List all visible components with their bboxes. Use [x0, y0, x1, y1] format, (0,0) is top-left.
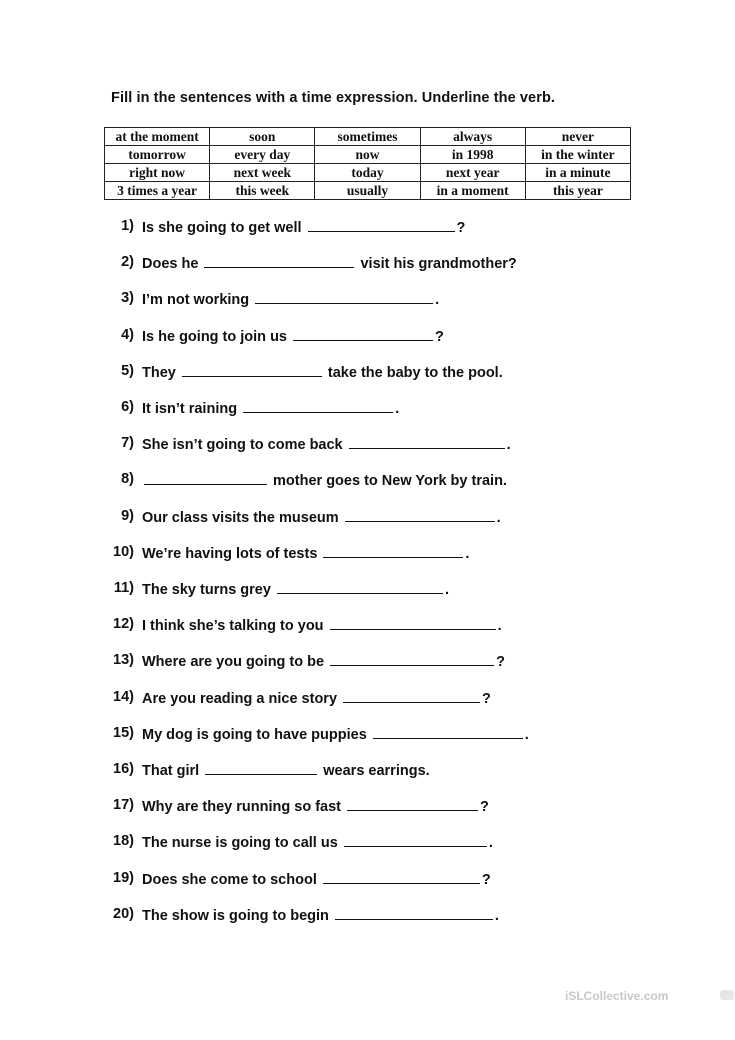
- item-number: 18): [113, 833, 134, 850]
- table-row: [105, 182, 631, 200]
- exercise-item: [0, 363, 735, 383]
- item-number: 6): [121, 399, 134, 415]
- sentence: [142, 435, 511, 453]
- sentence-start: Where are you going to be: [142, 654, 325, 671]
- time-expression-cell: this year: [525, 182, 630, 200]
- time-expression-cell: next week: [210, 164, 315, 182]
- answer-blank[interactable]: [205, 761, 317, 775]
- time-expression-cell: always: [420, 128, 525, 146]
- sentence-end: ?: [496, 654, 505, 671]
- sentence-start: Does he: [142, 256, 199, 273]
- time-expression-cell: never: [525, 128, 630, 146]
- answer-blank[interactable]: [277, 580, 443, 594]
- exercise-item: [0, 290, 735, 310]
- exercise-item: [0, 761, 735, 781]
- sentence-start: I think she’s talking to you: [142, 618, 324, 635]
- exercise-item: [0, 544, 735, 564]
- exercise-item: [0, 399, 735, 419]
- item-number: 7): [121, 435, 134, 452]
- time-expression-cell: in a minute: [525, 164, 630, 182]
- sentence: [142, 797, 489, 815]
- sentence: [142, 327, 444, 345]
- sentence-end: ?: [482, 690, 491, 707]
- time-expression-cell: right now: [105, 164, 210, 182]
- sentence-start: Why are they running so fast: [142, 799, 341, 816]
- item-number: 16): [113, 761, 134, 777]
- answer-blank[interactable]: [293, 327, 433, 341]
- sentence: [142, 689, 491, 707]
- answer-blank[interactable]: [243, 399, 393, 413]
- sentence-end: mother goes to New York by train.: [273, 473, 507, 490]
- answer-blank[interactable]: [335, 906, 493, 920]
- sentence: [142, 616, 502, 634]
- sentence-start: Is he going to join us: [142, 328, 287, 345]
- answer-blank[interactable]: [255, 290, 433, 304]
- item-number: 14): [113, 688, 134, 705]
- item-number: 1): [121, 218, 134, 234]
- answer-blank[interactable]: [345, 508, 495, 522]
- sentence-start: It isn’t raining: [142, 401, 238, 417]
- answer-blank[interactable]: [182, 363, 322, 377]
- sentence: [142, 833, 493, 851]
- time-expression-cell: this week: [210, 182, 315, 200]
- table-row: [105, 146, 631, 164]
- sentence-start: My dog is going to have puppies: [142, 726, 367, 743]
- sentence: [142, 471, 507, 489]
- item-number: 12): [113, 616, 134, 633]
- answer-blank[interactable]: [308, 218, 455, 232]
- item-number: 10): [113, 543, 134, 560]
- table-row: [105, 128, 631, 146]
- time-expression-cell: 3 times a year: [105, 182, 210, 200]
- corner-logo: [720, 990, 734, 1000]
- item-number: 5): [121, 362, 134, 379]
- sentence-end: take the baby to the pool.: [327, 364, 503, 381]
- time-expression-cell: at the moment: [105, 128, 210, 146]
- item-number: 15): [113, 724, 134, 741]
- sentence: [142, 652, 505, 670]
- answer-blank[interactable]: [330, 652, 494, 666]
- exercise-item: [0, 616, 735, 636]
- item-number: 20): [113, 905, 134, 922]
- exercise-item: [0, 725, 735, 745]
- sentence-end: ?: [480, 799, 489, 816]
- sentence-start: She isn’t going to come back: [142, 437, 343, 454]
- answer-blank[interactable]: [330, 616, 496, 630]
- answer-blank[interactable]: [349, 435, 505, 449]
- time-expression-cell: in the winter: [525, 146, 630, 164]
- sentence-start: I’m not working: [142, 292, 250, 309]
- exercise-item: [0, 218, 735, 238]
- sentence-end: ?: [456, 220, 466, 236]
- time-expression-cell: soon: [210, 128, 315, 146]
- sentence-end: .: [435, 292, 440, 309]
- sentence-start: That girl: [142, 763, 200, 779]
- sentence-end: .: [395, 401, 400, 417]
- sentence-end: .: [465, 545, 470, 562]
- time-expression-table: [104, 127, 631, 200]
- answer-blank[interactable]: [344, 833, 487, 847]
- exercise-item: [0, 580, 735, 600]
- time-expression-cell: tomorrow: [105, 146, 210, 164]
- sentence: [142, 544, 469, 562]
- sentence-start: The nurse is going to call us: [142, 835, 338, 852]
- sentence-start: Our class visits the museum: [142, 509, 339, 526]
- exercise-item: [0, 327, 735, 347]
- sentence-end: ?: [481, 871, 491, 888]
- sentence-end: .: [496, 509, 501, 526]
- time-expression-cell: now: [315, 146, 420, 164]
- exercise-item: [0, 508, 735, 528]
- sentence-start: Are you reading a nice story: [142, 690, 338, 707]
- time-expression-cell: in 1998: [420, 146, 525, 164]
- sentence-end: visit his grandmother?: [360, 256, 517, 273]
- exercise-item: [0, 471, 735, 491]
- sentence-end: .: [494, 907, 499, 924]
- item-number: 3): [121, 290, 134, 307]
- answer-blank[interactable]: [323, 870, 480, 884]
- answer-blank[interactable]: [347, 797, 478, 811]
- item-number: 2): [121, 254, 134, 271]
- time-expression-cell: next year: [420, 164, 525, 182]
- sentence-start: The sky turns grey: [142, 582, 271, 598]
- item-number: 8): [121, 471, 134, 488]
- exercise-item: [0, 797, 735, 817]
- watermark: iSLCollective.com: [565, 989, 669, 1003]
- exercise-item: [0, 689, 735, 709]
- item-number: 4): [121, 326, 134, 343]
- item-number: 19): [113, 869, 134, 886]
- exercise-item: [0, 435, 735, 455]
- sentence: [142, 725, 529, 743]
- item-number: 17): [113, 797, 134, 814]
- sentence-end: .: [444, 582, 449, 598]
- sentence-end: ?: [435, 328, 444, 345]
- instructions: Fill in the sentences with a time expression. Underline the verb.: [111, 90, 556, 106]
- answer-blank[interactable]: [204, 254, 354, 268]
- sentence: [142, 906, 499, 924]
- item-number: 9): [121, 507, 134, 524]
- sentence: [142, 761, 430, 779]
- sentence-end: .: [524, 726, 529, 743]
- sentence-end: wears earrings.: [323, 763, 430, 779]
- sentence-end: .: [488, 835, 493, 852]
- sentence: [142, 290, 439, 308]
- time-expression-cell: usually: [315, 182, 420, 200]
- time-expression-cell: sometimes: [315, 128, 420, 146]
- exercise-item: [0, 254, 735, 274]
- sentence-start: The show is going to begin: [142, 907, 329, 924]
- sentence: [142, 870, 491, 888]
- item-number: 11): [113, 580, 134, 596]
- sentence: [142, 363, 503, 381]
- exercise-item: [0, 906, 735, 926]
- answer-blank[interactable]: [144, 471, 267, 485]
- sentence: [142, 508, 501, 526]
- sentence-start: Does she come to school: [142, 871, 317, 888]
- sentence-start: We’re having lots of tests: [142, 545, 318, 562]
- table-row: [105, 164, 631, 182]
- sentence-start: Is she going to get well: [142, 220, 302, 236]
- sentence: [142, 218, 465, 236]
- answer-blank[interactable]: [323, 544, 463, 558]
- sentence-end: .: [497, 618, 502, 635]
- sentence-end: .: [506, 437, 511, 454]
- sentence: [142, 399, 399, 417]
- sentence: [142, 254, 517, 272]
- time-expression-cell: every day: [210, 146, 315, 164]
- item-number: 13): [113, 652, 134, 669]
- answer-blank[interactable]: [373, 725, 523, 739]
- exercise-item: [0, 652, 735, 672]
- time-expression-cell: today: [315, 164, 420, 182]
- sentence: [142, 580, 449, 598]
- answer-blank[interactable]: [343, 689, 480, 703]
- time-expression-cell: in a moment: [420, 182, 525, 200]
- sentence-start: They: [142, 364, 176, 381]
- exercise-item: [0, 870, 735, 890]
- exercise-item: [0, 833, 735, 853]
